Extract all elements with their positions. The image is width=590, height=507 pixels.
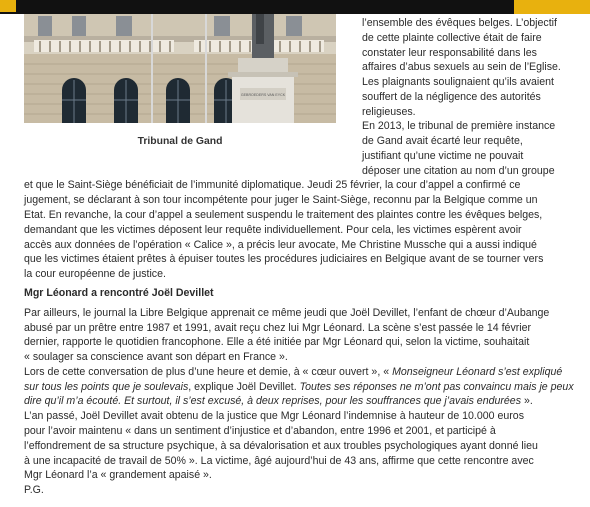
photo-sign-text: GEBROEDERS VAN EYCK [240,93,286,97]
paragraph-line: pour l’avoir maintenu « dans un sentiment d’injustice et d’abandon, entre 1996 et 2001, et participé à [24,424,496,437]
right-column-line: En 2013, le tribunal de première instance [362,120,556,133]
quote-run: sur tous les points que je soulevais [24,380,189,393]
section-heading: Mgr Léonard a rencontré Joël Devillet [24,286,214,299]
quote-run: Monseigneur Léonard s’est expliqué [392,365,563,378]
right-column-line: constater leur responsabilité dans les [362,46,537,59]
right-column-line: déposer une citation au nom d’un groupe [362,164,555,177]
paragraph-line: accès aux données de l’opération « Calice », a précis leur avocate, Me Christine Mussche qui a aussi indiqué [24,238,537,251]
paragraph-line: la cour européenne de justice. [24,268,166,280]
right-column-line: l’ensemble des évêques belges. L’objectif [362,17,557,29]
text-run: , explique Joël Devillet. [188,380,300,393]
paragraph-line [24,364,562,380]
photo-caption: Tribunal de Gand [137,136,223,147]
paragraph-line: L’an passé, Joël Devillet avait obtenu de la justice que Mgr Léonard l’indemnise à hauteur de 10.000 euros [24,410,524,423]
paragraph-line: abusé par un prêtre entre 1987 et 1991, avait reçu chez lui Mgr Léonard. La scène s’est passée le 14 février [24,321,532,334]
paragraph-line: et que le Saint-Siège bénéficiait de l’immunité diplomatique. Jeudi 25 février, la cour d’appel a confirmé ce [24,179,521,192]
text-run: Lors de cette conversation de plus d’une heure et demie, à « cœur ouvert », « [24,365,393,378]
quote-run: Toutes ses réponses ne m’ont pas convaincu mais je peux [299,380,574,393]
paragraph-line: « soulager sa conscience avant son départ en France ». [24,351,288,364]
paragraph-line: Mgr Léonard l’a « grandement apaisé ». [24,469,212,482]
paragraph-line: dernier, rapporte le quotidien francophone. Elle a été initiée par Mgr Léonard qui, selon la victime, souhaitait [24,336,530,349]
right-column-line: de Gand avait écarté leur requête, [362,135,523,148]
paragraph-line [24,393,533,409]
quote-run: dire qu’il m’a écouté. Et surtout, il s’est excusé, à deux reprises, pour les souffrances que j’avais endurées [24,395,521,408]
right-column-line: affaires d’abus sexuels au sein de l’Eglise. [362,61,561,74]
right-column-line: justifiant qu’une victime ne pouvait [362,149,524,162]
paragraph-line [24,379,574,395]
paragraph-line: l’effondrement de sa structure psychique, à sa dévalorisation et aux troubles psychologiques ayant donné lieu [24,439,538,452]
signature: P.G. [24,484,44,496]
tribunal-photo [24,14,336,123]
paragraph-line: Par ailleurs, le journal la Libre Belgique apprenait ce même jeudi que Joël Devillet, l’enfant de chœur d’Aubange [24,306,550,319]
text-run: ». [521,395,533,408]
corner-tab[interactable] [0,0,16,12]
paragraph-line: Etat. En revanche, la cour d’appel a seulement suspendu le traitement des plaintes contre les évêques belges, [24,209,543,221]
site-top-bar [0,0,590,14]
paragraph-line: à une incapacité de travail de 50% ». La victime, âgé aujourd’hui de 43 ans, affirme que cette rencontre avec [24,454,534,467]
right-column-line: Les plaignants soulignaient qu’ils avaient [362,76,554,89]
right-column-line: souffert de la négligence des autorités [362,90,541,103]
paragraph-line: demandant que les victimes déposent leur requête individuellement. Pour cela, les victimes espèrent avoir [24,223,522,236]
right-column-line: religieuses. [362,105,416,118]
menu-tab[interactable] [514,0,590,14]
paragraph-line: jugement, se déclarant à son tour incompétente pour juger le Saint-Siège, reconnu par la Belgique comme un [24,194,538,207]
right-column-line: de cette plainte collective était de faire [362,31,542,44]
paragraph-line: que les victimes étaient prêtes à épuiser toutes les procédures judiciaires en Belgique avant de se tourner vers [24,253,544,266]
